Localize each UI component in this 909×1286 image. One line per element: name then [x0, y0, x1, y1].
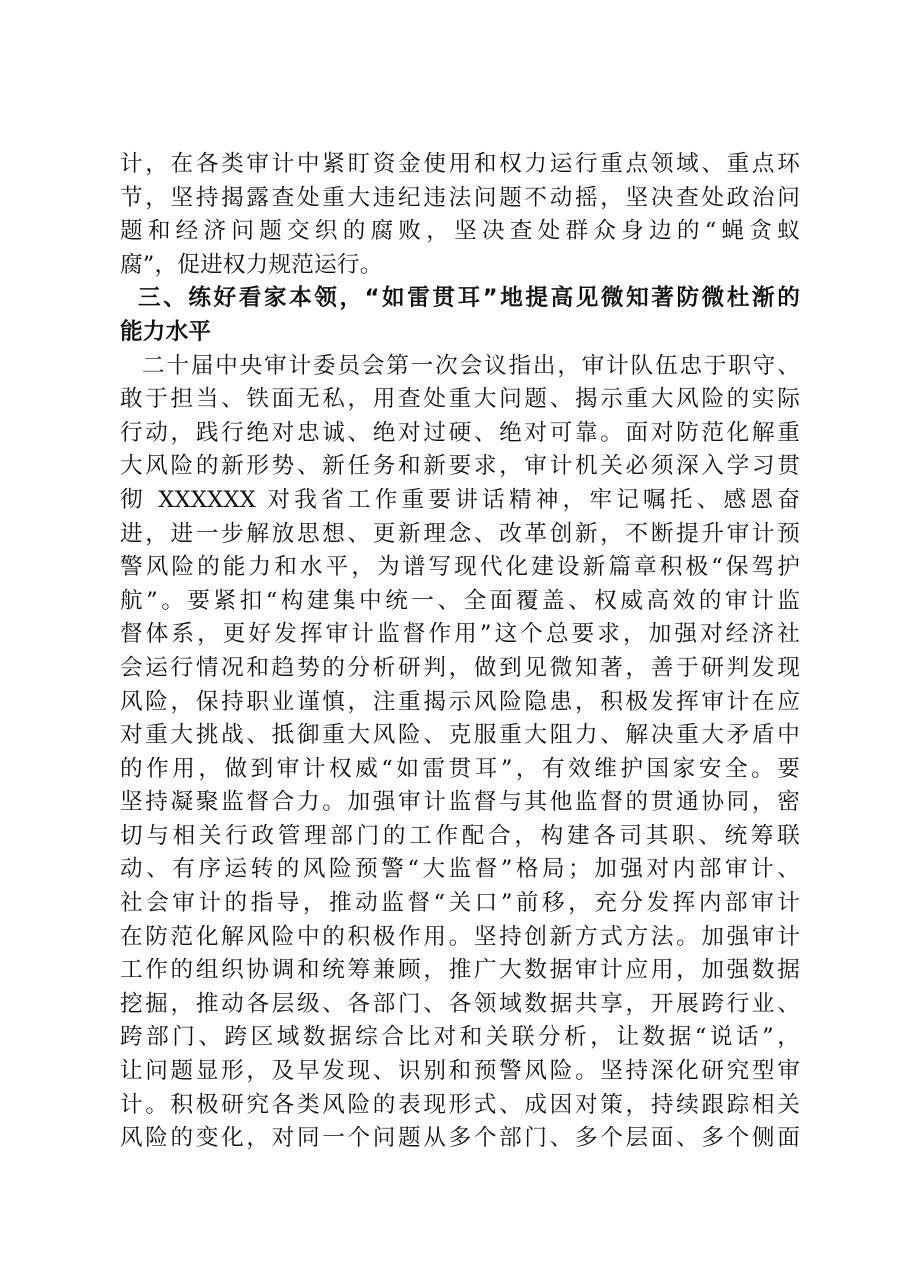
text-line: 题和经济问题交织的腐败，坚决查处群众身边的“蝇贪蚁 — [120, 218, 800, 245]
text-line: 腐”，促进权力规范运行。 — [120, 251, 383, 278]
text-line: 航”。要紧扣“构建集中统一、全面覆盖、权威高效的审计监 — [120, 587, 800, 614]
text-line: 工作的组织协调和统筹兼顾，推广大数据审计应用，加强数据 — [120, 957, 800, 984]
text-line: 让问题显形，及早发现、识别和预警风险。坚持深化研究型审 — [120, 1058, 800, 1085]
text-line: 大风险的新形势、新任务和新要求，审计机关必须深入学习贯 — [120, 453, 800, 480]
text-line: 挖掘，推动各层级、各部门、各领域数据共享，开展跨行业、 — [120, 990, 800, 1017]
text-line: 动、有序运转的风险预警“大监督”格局；加强对内部审计、 — [120, 856, 800, 883]
text-line: 行动，践行绝对忠诚、绝对过硬、绝对可靠。面对防范化解重 — [120, 419, 800, 446]
document-page — [120, 148, 800, 1156]
text-line: 社会审计的指导，推动监督“关口”前移，充分发挥内部审计 — [120, 890, 800, 917]
text-line: 的作用，做到审计权威“如雷贯耳”，有效维护国家安全。要 — [120, 755, 800, 782]
text-line: 跨部门、跨区域数据综合比对和关联分析，让数据“说话”， — [120, 1024, 800, 1051]
body-paragraph — [120, 350, 800, 1156]
text-line: 风险的变化，对同一个问题从多个部门、多个层面、多个侧面 — [120, 1125, 800, 1152]
text-line: 坚持凝聚监督合力。加强审计监督与其他监督的贯通协同，密 — [120, 789, 800, 816]
text-line: 节，坚持揭露查处重大违纪违法问题不动摇，坚决查处政治问 — [120, 184, 800, 211]
text-line: 进，进一步解放思想、更新理念、改革创新，不断提升审计预 — [120, 520, 800, 547]
text-line: 二十届中央审计委员会第一次会议指出，审计队伍忠于职守、 — [142, 352, 800, 379]
text-line: 切与相关行政管理部门的工作配合，构建各司其职、统筹联 — [120, 822, 800, 849]
text-line: 督体系，更好发挥审计监督作用”这个总要求，加强对经济社 — [120, 621, 800, 648]
text-line: 彻 XXXXXX 对我省工作重要讲话精神，牢记嘱托、感恩奋 — [120, 486, 800, 513]
text-line: 计。积极研究各类风险的表现形式、成因对策，持续跟踪相关 — [120, 1091, 800, 1118]
text-line: 计，在各类审计中紧盯资金使用和权力运行重点领域、重点环 — [120, 151, 800, 177]
section-heading — [120, 282, 800, 349]
text-line: 在防范化解风险中的积极作用。坚持创新方式方法。加强审计 — [120, 923, 800, 950]
text-line: 对重大挑战、抵御重大风险、克服重大阻力、解决重大矛盾中 — [120, 722, 800, 749]
text-line: 敢于担当、铁面无私，用查处重大问题、揭示重大风险的实际 — [120, 386, 800, 413]
text-line: 会运行情况和趋势的分析研判，做到见微知著，善于研判发现 — [120, 654, 800, 681]
intro-paragraph — [120, 148, 800, 282]
heading-line: 能力水平 — [120, 318, 212, 345]
text-line: 风险，保持职业谨慎，注重揭示风险隐患，积极发挥审计在应 — [120, 688, 800, 715]
text-line: 警风险的能力和水平，为谱写现代化建设新篇章积极“保驾护 — [120, 554, 800, 581]
heading-line: 三、练好看家本领，“如雷贯耳”地提高见微知著防微杜渐的 — [138, 285, 800, 312]
